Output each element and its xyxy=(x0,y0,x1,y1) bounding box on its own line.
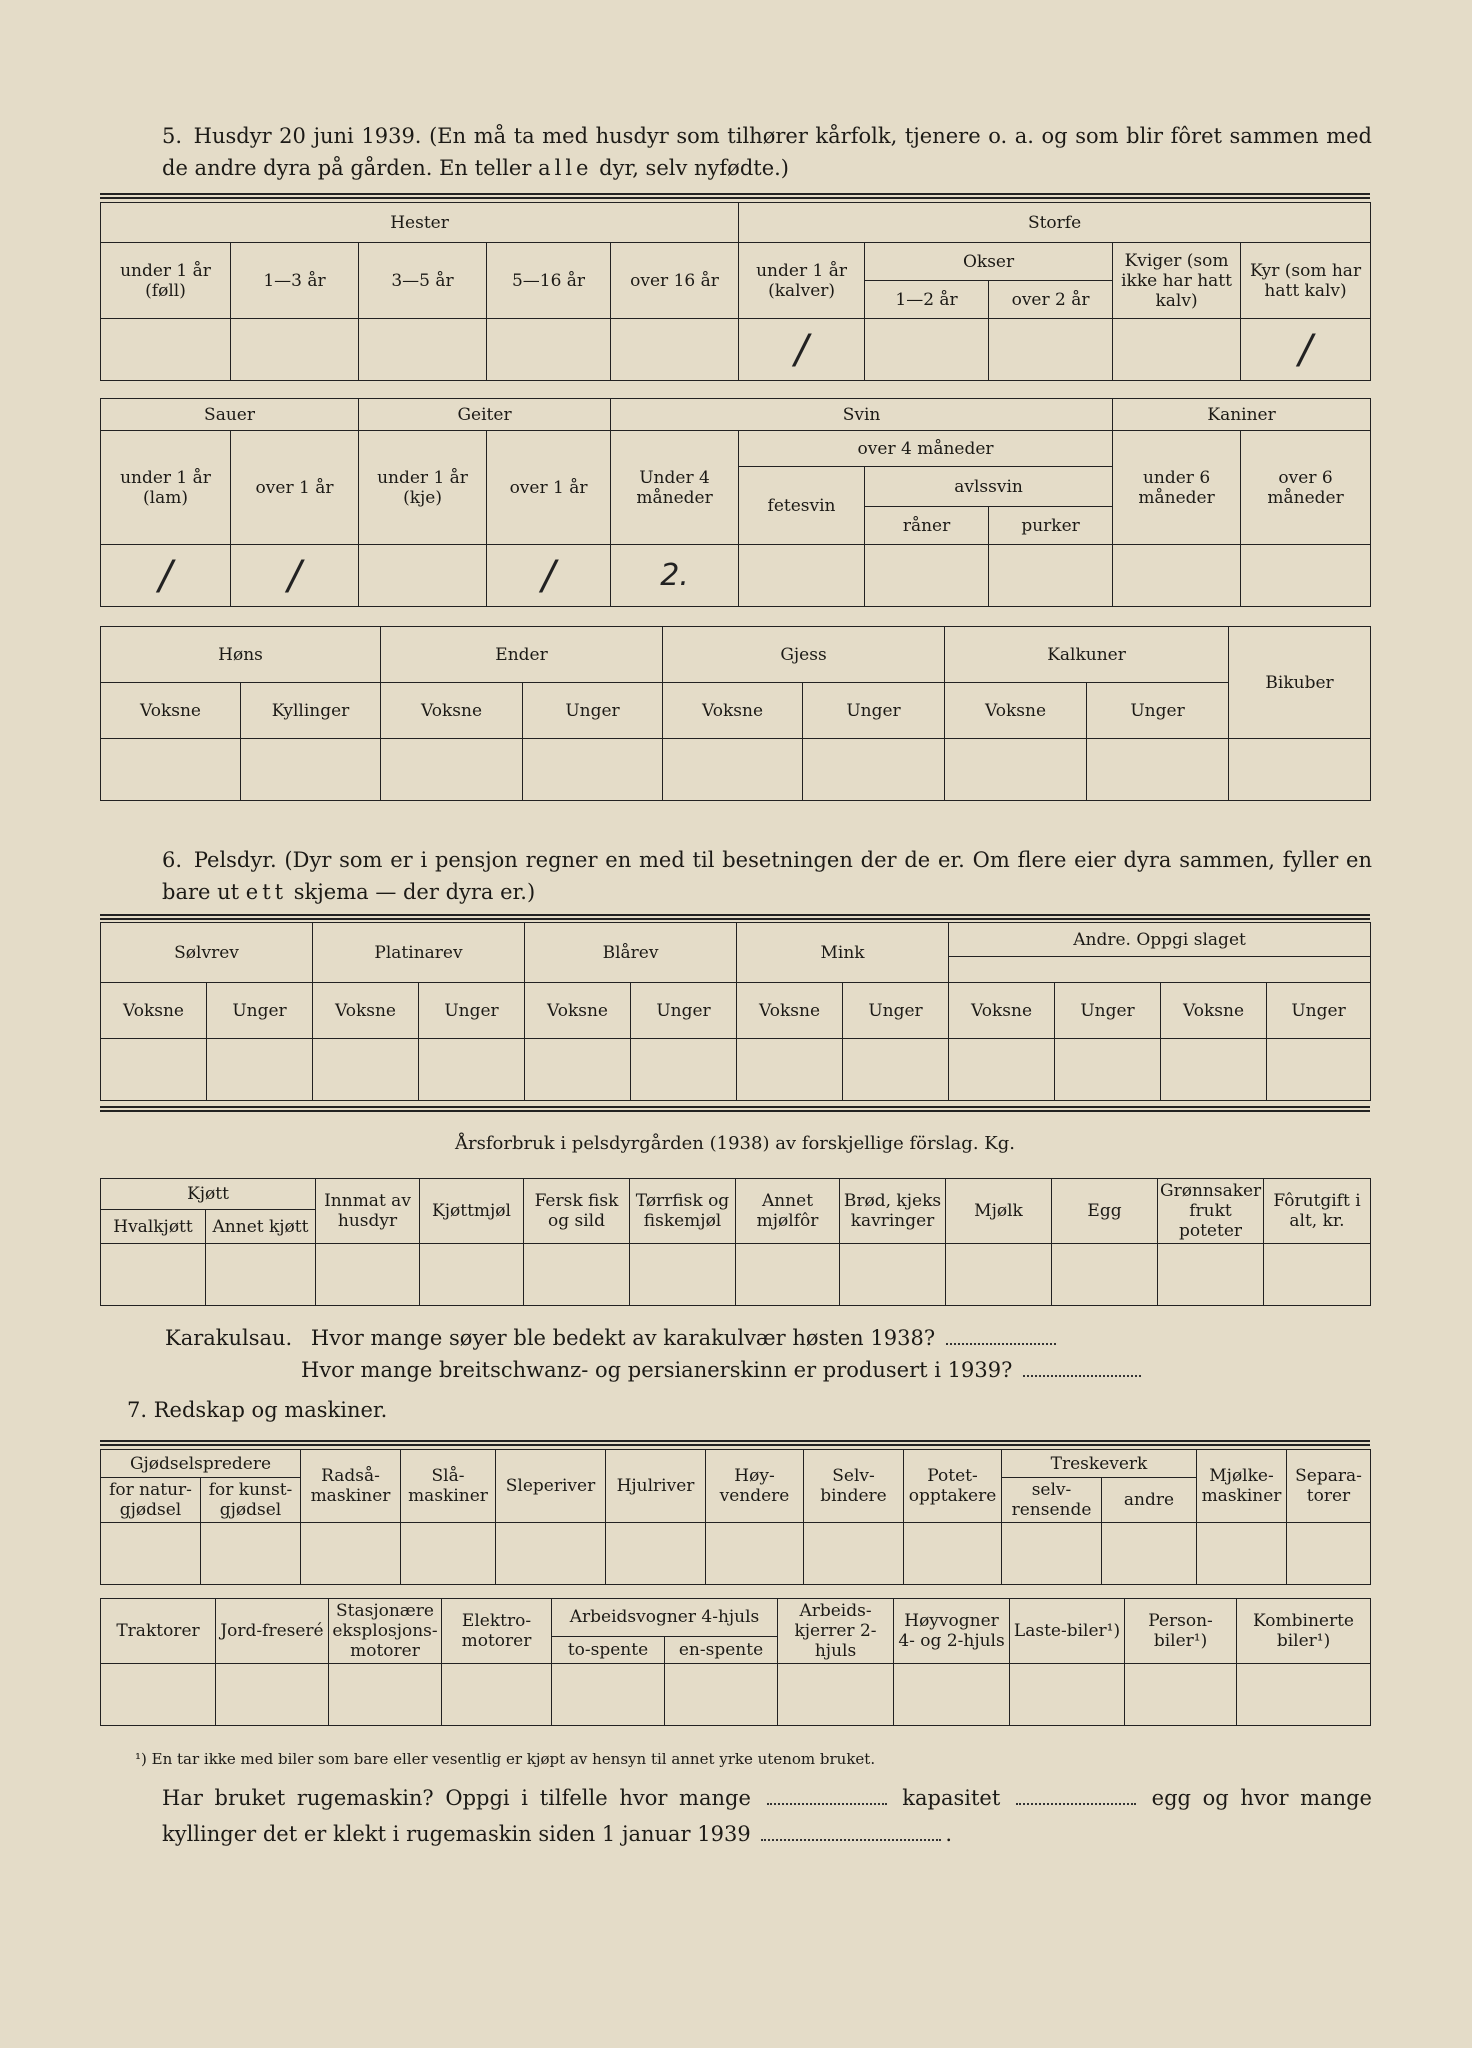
entry-cell[interactable] xyxy=(207,1039,313,1101)
col-header: Høyvogner 4- og 2-hjuls xyxy=(894,1599,1010,1664)
col-header: over 6 måneder xyxy=(1241,431,1371,545)
col-header: Separa-torer xyxy=(1287,1450,1371,1523)
section-5-text-spaced: alle xyxy=(538,156,593,180)
col-header: Unger xyxy=(1055,983,1161,1039)
col-header: Selv-bindere xyxy=(804,1450,904,1523)
header-svin: Svin xyxy=(611,399,1113,431)
col-header: for natur-gjødsel xyxy=(101,1478,201,1523)
entry-cell[interactable] xyxy=(1287,1523,1371,1585)
col-header: Kjøttmjøl xyxy=(420,1179,524,1244)
col-header: en-spente xyxy=(665,1636,778,1663)
header-kaniner: Kaniner xyxy=(1113,399,1371,431)
double-rule xyxy=(100,914,1370,920)
col-header: to-spente xyxy=(552,1636,665,1663)
col-header: Brød, kjeks kavringer xyxy=(840,1179,946,1244)
header-svin-over-4: over 4 måneder xyxy=(739,431,1113,467)
header-bikuber: Bikuber xyxy=(1229,627,1371,739)
table-arsforbruk xyxy=(100,1178,1371,1306)
col-header: andre xyxy=(1102,1478,1197,1523)
col-header: Laste-biler¹) xyxy=(1010,1599,1125,1664)
entry-cell[interactable] xyxy=(401,1523,496,1585)
entry-cell[interactable] xyxy=(1102,1523,1197,1585)
col-header: 1—3 år xyxy=(231,243,359,319)
table-hester-storfe xyxy=(100,202,1371,381)
entry-cell[interactable]: / xyxy=(739,319,865,381)
section-5-text-b: dyr, selv nyfødte.) xyxy=(599,156,790,180)
entry-cell[interactable] xyxy=(1264,1244,1371,1306)
entry-cell[interactable] xyxy=(420,1244,524,1306)
entry-cell[interactable] xyxy=(949,1039,1055,1101)
entry-cell[interactable] xyxy=(1161,1039,1267,1101)
entry-cell[interactable] xyxy=(1002,1523,1102,1585)
col-header: over 1 år xyxy=(231,431,359,545)
entry-cell[interactable] xyxy=(1158,1244,1264,1306)
entry-cell[interactable] xyxy=(989,545,1113,607)
col-header: under 1 år (kje) xyxy=(359,431,487,545)
rugemaskin-question-c: egg og hvor mange kyllinger det er klekt i rugemaskin siden 1 januar 1939 xyxy=(162,1786,1372,1846)
entry-cell[interactable] xyxy=(359,319,487,381)
col-header: Unger xyxy=(803,683,945,739)
entry-cell[interactable] xyxy=(1125,1664,1237,1726)
section-6-number: 6. xyxy=(162,848,183,872)
karakul-block xyxy=(165,1322,1145,1386)
col-header: Unger xyxy=(419,983,525,1039)
entry-cell[interactable] xyxy=(101,1039,207,1101)
section-5-text-a: Husdyr 20 juni 1939. (En må ta med husdyr som tilhører kårfolk, tjenere o. a. og som blir fôret sammen med de andre dyra på gården. En teller xyxy=(162,124,1372,180)
rugemaskin-question-b: kapasitet xyxy=(902,1786,1001,1810)
rugemaskin-chicks-answer[interactable] xyxy=(761,1839,941,1841)
entry-cell[interactable] xyxy=(1267,1039,1371,1101)
entry-cell[interactable] xyxy=(630,1244,736,1306)
col-header: under 1 år (føll) xyxy=(101,243,231,319)
header-kjott: Kjøtt xyxy=(101,1179,316,1210)
col-header: Innmat av husdyr xyxy=(316,1179,420,1244)
col-header: Unger xyxy=(843,983,949,1039)
entry-cell[interactable]: 2. xyxy=(611,545,739,607)
col-header: Unger xyxy=(207,983,313,1039)
footnote: ¹) En tar ikke med biler som bare eller vesentlig er kjøpt av hensyn til annet yrke utenom bruket. xyxy=(135,1750,876,1768)
col-header: Kyllinger xyxy=(241,683,381,739)
table-sauer-geiter-svin-kaniner xyxy=(100,398,1371,607)
entry-cell[interactable] xyxy=(241,739,381,801)
table-traktorer-vogner xyxy=(100,1598,1371,1726)
header-sauer: Sauer xyxy=(101,399,359,431)
section-5-intro xyxy=(162,120,1372,184)
col-header: Voksne xyxy=(945,683,1087,739)
col-header: Voksne xyxy=(525,983,631,1039)
entry-cell[interactable] xyxy=(359,545,487,607)
col-header: Voksne xyxy=(101,983,207,1039)
karakul-question-2: Hvor mange breitschwanz- og persianerskinn er produsert i 1939? xyxy=(301,1358,1013,1382)
col-header: over 2 år xyxy=(989,281,1113,319)
header-treskeverk: Treskeverk xyxy=(1002,1450,1197,1478)
header-kalkuner: Kalkuner xyxy=(945,627,1229,683)
col-header: Unger xyxy=(523,683,663,739)
header-mink: Mink xyxy=(737,923,949,983)
col-header: Voksne xyxy=(663,683,803,739)
entry-cell[interactable] xyxy=(736,1244,840,1306)
entry-cell[interactable] xyxy=(739,545,865,607)
entry-cell[interactable] xyxy=(487,319,611,381)
entry-cell[interactable] xyxy=(1052,1244,1158,1306)
col-header: Voksne xyxy=(1161,983,1267,1039)
col-header: under 6 måneder xyxy=(1113,431,1241,545)
entry-cell[interactable] xyxy=(904,1523,1002,1585)
header-gjodselspredere: Gjødselspredere xyxy=(101,1450,301,1478)
rugemaskin-capacity-answer[interactable] xyxy=(1016,1803,1136,1805)
entry-cell[interactable] xyxy=(631,1039,737,1101)
col-header: Hvalkjøtt xyxy=(101,1210,206,1244)
entry-cell[interactable] xyxy=(101,1664,216,1726)
entry-cell[interactable] xyxy=(381,739,523,801)
col-header: Høy-vendere xyxy=(706,1450,804,1523)
entry-cell[interactable] xyxy=(804,1523,904,1585)
rugemaskin-count-answer[interactable] xyxy=(767,1803,887,1805)
col-header: Mjølk xyxy=(946,1179,1052,1244)
col-header: Annet kjøtt xyxy=(206,1210,316,1244)
col-header: Unger xyxy=(1267,983,1371,1039)
section-6-text-a: Pelsdyr. (Dyr som er i pensjon regner en med til besetningen der de er. Om flere eier dyra sammen, fyller en bare ut xyxy=(162,848,1372,904)
col-header: Arbeids-kjerrer 2-hjuls xyxy=(778,1599,894,1664)
karakul-answer-1[interactable] xyxy=(946,1343,1056,1345)
col-header: Radså-maskiner xyxy=(301,1450,401,1523)
col-header: Voksne xyxy=(101,683,241,739)
col-header: Unger xyxy=(631,983,737,1039)
entry-cell[interactable] xyxy=(1087,739,1229,801)
entry-cell[interactable] xyxy=(1197,1523,1287,1585)
col-header: Kviger (som ikke har hatt kalv) xyxy=(1113,243,1241,319)
rugemaskin-question-a: Har bruket rugemaskin? Oppgi i tilfelle hvor mange xyxy=(162,1786,751,1810)
entry-cell[interactable] xyxy=(301,1523,401,1585)
col-header: Voksne xyxy=(737,983,843,1039)
table-redskap xyxy=(100,1449,1371,1585)
header-hester: Hester xyxy=(101,203,739,243)
entry-cell[interactable] xyxy=(945,739,1087,801)
section-6-text-b: skjema — der dyra er.) xyxy=(293,880,536,904)
col-header: over 1 år xyxy=(487,431,611,545)
entry-cell[interactable] xyxy=(1055,1039,1161,1101)
header-okser: Okser xyxy=(865,243,1113,281)
entry-cell[interactable]: / xyxy=(487,545,611,607)
entry-cell[interactable] xyxy=(611,319,739,381)
col-header: Mjølke-maskiner xyxy=(1197,1450,1287,1523)
entry-cell[interactable]: / xyxy=(1241,319,1371,381)
entry-cell[interactable] xyxy=(946,1244,1052,1306)
entry-cell[interactable] xyxy=(840,1244,946,1306)
entry-cell[interactable] xyxy=(1229,739,1371,801)
header-geiter: Geiter xyxy=(359,399,611,431)
col-header: Voksne xyxy=(313,983,419,1039)
entry-cell[interactable] xyxy=(1113,545,1241,607)
col-header: Under 4 måneder xyxy=(611,431,739,545)
col-header: råner xyxy=(865,507,989,545)
entry-cell[interactable] xyxy=(706,1523,804,1585)
col-header: Voksne xyxy=(381,683,523,739)
col-header: 3—5 år xyxy=(359,243,487,319)
entry-cell[interactable] xyxy=(201,1523,301,1585)
col-header: Unger xyxy=(1087,683,1229,739)
entry-cell[interactable] xyxy=(216,1664,329,1726)
col-header: fetesvin xyxy=(739,467,865,545)
entry-cell[interactable] xyxy=(523,739,663,801)
entry-cell[interactable] xyxy=(989,319,1113,381)
entry-cell[interactable] xyxy=(865,545,989,607)
col-header: Egg xyxy=(1052,1179,1158,1244)
col-header: Fersk fisk og sild xyxy=(524,1179,630,1244)
entry-cell[interactable] xyxy=(101,1244,206,1306)
entry-cell[interactable] xyxy=(101,1523,201,1585)
karakul-question-1: Hvor mange søyer ble bedekt av karakulvær høsten 1938? xyxy=(310,1326,936,1350)
header-hons: Høns xyxy=(101,627,381,683)
header-ender: Ender xyxy=(381,627,663,683)
table-pelsdyr xyxy=(100,922,1371,1101)
col-header: Sleperiver xyxy=(496,1450,606,1523)
entry-cell[interactable] xyxy=(803,739,945,801)
karakul-answer-2[interactable] xyxy=(1023,1375,1141,1377)
entry-cell[interactable] xyxy=(316,1244,420,1306)
col-header: for kunst-gjødsel xyxy=(201,1478,301,1523)
header-storfe: Storfe xyxy=(739,203,1371,243)
section-5-number: 5. xyxy=(162,124,183,148)
entry-cell[interactable] xyxy=(206,1244,316,1306)
entry-cell[interactable] xyxy=(231,319,359,381)
entry-cell[interactable] xyxy=(101,319,231,381)
col-header: under 1 år (lam) xyxy=(101,431,231,545)
entry-cell[interactable] xyxy=(101,739,241,801)
col-header: Stasjonære eksplosjons-motorer xyxy=(329,1599,442,1664)
col-header: 1—2 år xyxy=(865,281,989,319)
header-avlssvin: avlssvin xyxy=(865,467,1113,507)
entry-cell[interactable] xyxy=(419,1039,525,1101)
col-header: Hjulriver xyxy=(606,1450,706,1523)
col-header: Jord-freseré xyxy=(216,1599,329,1664)
double-rule xyxy=(100,1440,1370,1446)
entry-cell[interactable] xyxy=(1237,1664,1371,1726)
entry-cell[interactable] xyxy=(313,1039,419,1101)
andre-slaget-entry[interactable] xyxy=(949,957,1371,983)
entry-cell[interactable] xyxy=(843,1039,949,1101)
col-header: over 16 år xyxy=(611,243,739,319)
header-gjess: Gjess xyxy=(663,627,945,683)
section-7-number: 7. xyxy=(127,1398,148,1422)
entry-cell[interactable] xyxy=(552,1664,665,1726)
header-platinarev: Platinarev xyxy=(313,923,525,983)
col-header: Annet mjølfôr xyxy=(736,1179,840,1244)
entry-cell[interactable] xyxy=(496,1523,606,1585)
entry-cell[interactable] xyxy=(525,1039,631,1101)
header-arbeidsvogner: Arbeidsvogner 4-hjuls xyxy=(552,1599,778,1637)
double-rule xyxy=(100,193,1370,199)
col-header: Slå-maskiner xyxy=(401,1450,496,1523)
col-header: Kombinerte biler¹) xyxy=(1237,1599,1371,1664)
entry-cell[interactable] xyxy=(1241,545,1371,607)
col-header: Kyr (som har hatt kalv) xyxy=(1241,243,1371,319)
col-header: under 1 år (kalver) xyxy=(739,243,865,319)
header-blarev: Blårev xyxy=(525,923,737,983)
entry-cell[interactable] xyxy=(442,1664,552,1726)
karakul-label: Karakulsau. xyxy=(165,1326,293,1350)
entry-cell[interactable]: / xyxy=(231,545,359,607)
col-header: Fôrutgift i alt, kr. xyxy=(1264,1179,1371,1244)
entry-cell[interactable] xyxy=(865,319,989,381)
col-header: Potet-opptakere xyxy=(904,1450,1002,1523)
col-header: purker xyxy=(989,507,1113,545)
col-header: selv-rensende xyxy=(1002,1478,1102,1523)
col-header: Traktorer xyxy=(101,1599,216,1664)
forbruk-title: Årsforbruk i pelsdyrgården (1938) av forskjellige förslag. Kg. xyxy=(455,1133,1015,1154)
entry-cell[interactable] xyxy=(663,739,803,801)
entry-cell[interactable] xyxy=(1113,319,1241,381)
col-header: Person-biler¹) xyxy=(1125,1599,1237,1664)
entry-cell[interactable] xyxy=(524,1244,630,1306)
entry-cell[interactable] xyxy=(665,1664,778,1726)
table-fjorfe-bikuber xyxy=(100,626,1371,801)
rugemaskin-block: Har bruket rugemaskin? Oppgi i tilfelle hvor mange kapasitet egg og hvor mange kyllinger det er klekt i rugemaskin siden 1 januar 1939 . xyxy=(162,1786,1372,1846)
entry-cell[interactable]: / xyxy=(101,545,231,607)
entry-cell[interactable] xyxy=(606,1523,706,1585)
section-6-text-spaced: ett xyxy=(245,880,288,904)
header-andre: Andre. Oppgi slaget xyxy=(949,923,1371,957)
entry-cell[interactable] xyxy=(894,1664,1010,1726)
col-header: 5—16 år xyxy=(487,243,611,319)
entry-cell[interactable] xyxy=(1010,1664,1125,1726)
entry-cell[interactable] xyxy=(737,1039,843,1101)
section-7-title xyxy=(127,1398,387,1422)
double-rule xyxy=(100,1106,1370,1112)
col-header: Elektro-motorer xyxy=(442,1599,552,1664)
entry-cell[interactable] xyxy=(778,1664,894,1726)
section-7-label: Redskap og maskiner. xyxy=(153,1398,388,1422)
entry-cell[interactable] xyxy=(329,1664,442,1726)
header-solvrev: Sølvrev xyxy=(101,923,313,983)
col-header: Voksne xyxy=(949,983,1055,1039)
section-6-intro xyxy=(162,844,1372,908)
col-header: Grønnsaker frukt poteter xyxy=(1158,1179,1264,1244)
col-header: Tørrfisk og fiskemjøl xyxy=(630,1179,736,1244)
